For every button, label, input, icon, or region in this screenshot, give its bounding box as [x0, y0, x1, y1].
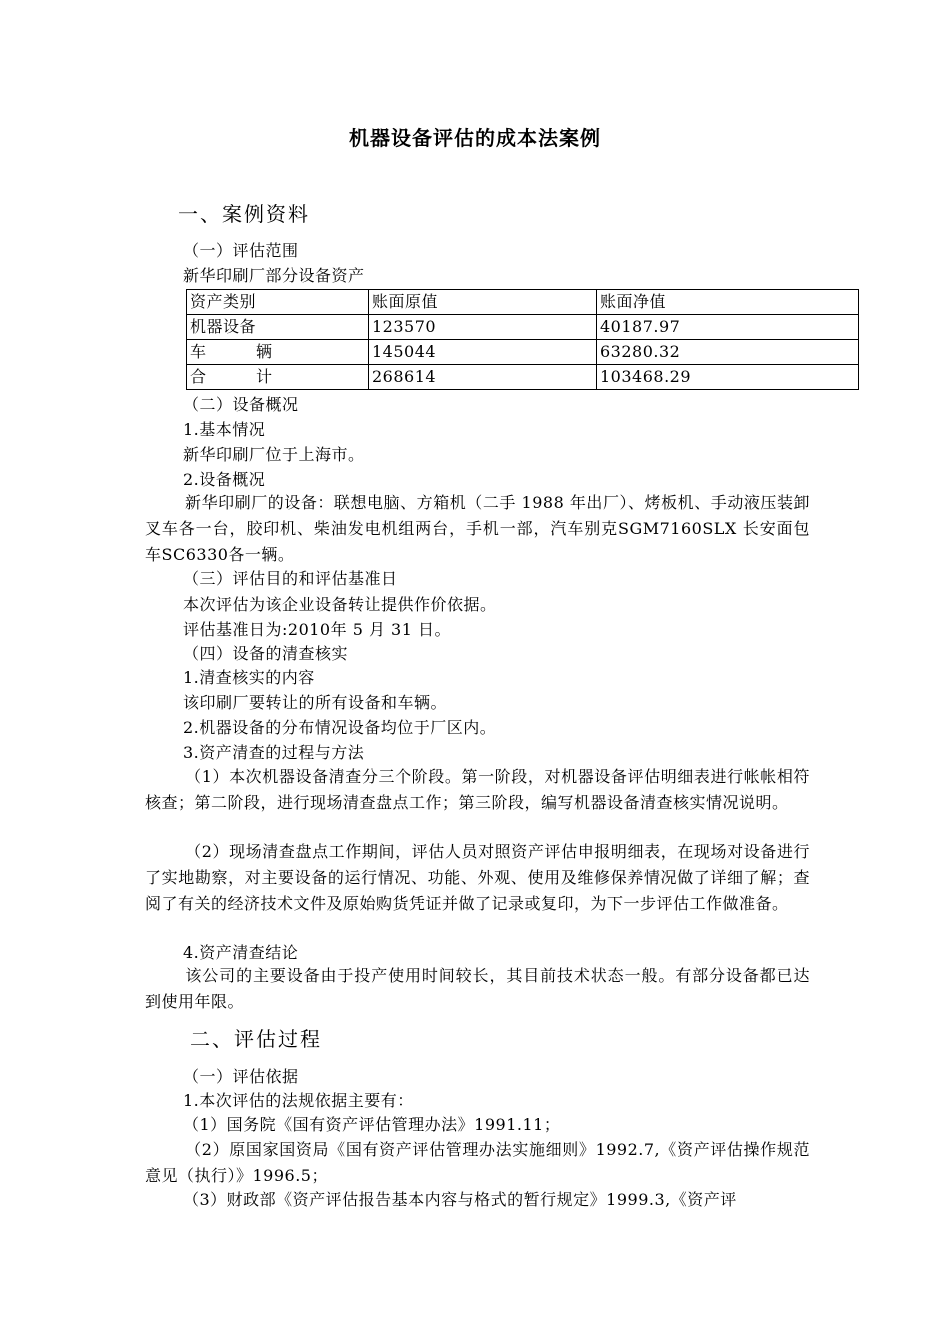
table-row	[187, 315, 859, 340]
purpose-text: 本次评估为该企业设备转让提供作价依据。	[183, 595, 497, 614]
table-cell: 机器设备	[187, 315, 369, 340]
verification-item2: 2.机器设备的分布情况设备均位于厂区内。	[183, 718, 497, 737]
table-header-cell: 账面净值	[597, 290, 859, 315]
verification-item1-text: 该印刷厂要转让的所有设备和车辆。	[183, 693, 448, 712]
paragraph-text: （2）现场清查盘点工作期间，评估人员对照资产评估申报明细表，在现场对设备进行了实地勘察，对主要设备的运行情况、功能、外观、使用及维修保养情况做了详细了解；查阅了有关的经济技术文件及原始购货凭证并做了记录或复印，为下一步评估工作做准备。	[145, 842, 810, 913]
law-heading: 1.本次评估的法规依据主要有：	[183, 1091, 414, 1110]
paragraph-text: 该公司的主要设备由于投产使用时间较长，其目前技术状态一般。有部分设备都已达到使用年限。	[145, 966, 810, 1011]
equipment-text: 新华印刷厂的设备：联想电脑、方箱机（二手 1988 年出厂）、烤板机、手动液压装卸叉车各一台，胶印机、柴油发电机组两台，手机一部，汽车别克SGM7160SLX 长安面包车SC6330各一辆。	[145, 493, 810, 564]
asset-table	[186, 289, 859, 390]
table-cell: 145044	[369, 340, 597, 365]
table-header-row	[187, 290, 859, 315]
document-title: 机器设备评估的成本法案例	[349, 126, 601, 150]
paragraph-text: （2）原国家国资局《国有资产评估管理办法实施细则》1992.7,《资产评估操作规范意见（执行）》1996.5；	[145, 1140, 810, 1185]
law-item-1: （1）国务院《国有资产评估管理办法》1991.11；	[183, 1115, 561, 1134]
basic-text: 新华印刷厂位于上海市。	[183, 445, 365, 464]
section-heading-process: 二、评估过程	[190, 1027, 322, 1051]
law-item-3: （3）财政部《资产评估报告基本内容与格式的暂行规定》1999.3,《资产评	[183, 1190, 737, 1209]
table-caption: 新华印刷厂部分设备资产	[183, 266, 365, 285]
law-item-2	[145, 1137, 810, 1189]
table-cell: 63280.32	[597, 340, 859, 365]
table-cell: 268614	[369, 365, 597, 390]
table-cell: 103468.29	[597, 365, 859, 390]
subheading-scope: （一）评估范围	[183, 241, 299, 260]
subheading-basis: （一）评估依据	[183, 1067, 299, 1086]
table-row	[187, 340, 859, 365]
paragraph-text: （1）本次机器设备清查分三个阶段。第一阶段，对机器设备评估明细表进行帐帐相符核查；第二阶段，进行现场清查盘点工作；第三阶段，编写机器设备清查核实情况说明。	[145, 767, 810, 812]
verification-paragraph-2	[145, 839, 810, 917]
verification-paragraph-1	[145, 764, 810, 816]
table-cell: 40187.97	[597, 315, 859, 340]
equipment-paragraph	[145, 490, 810, 568]
basic-heading: 1.基本情况	[183, 420, 266, 439]
verification-conclusion-paragraph	[145, 963, 810, 1015]
table-cell: 车 辆	[187, 340, 369, 365]
subheading-purpose: （三）评估目的和评估基准日	[183, 569, 398, 588]
table-header-cell: 资产类别	[187, 290, 369, 315]
subheading-verification: （四）设备的清查核实	[183, 644, 349, 663]
table-header-cell: 账面原值	[369, 290, 597, 315]
verification-item1-heading: 1.清查核实的内容	[183, 668, 315, 687]
section-heading-case-materials: 一、案例资料	[178, 202, 310, 226]
subheading-overview: （二）设备概况	[183, 395, 299, 414]
table-row	[187, 365, 859, 390]
table-cell: 123570	[369, 315, 597, 340]
equipment-heading: 2.设备概况	[183, 470, 266, 489]
verification-item4-heading: 4.资产清查结论	[183, 943, 299, 962]
verification-item3-heading: 3.资产清查的过程与方法	[183, 743, 365, 762]
table-cell: 合 计	[187, 365, 369, 390]
base-date-text: 评估基准日为:2010年 5 月 31 日。	[183, 620, 451, 639]
